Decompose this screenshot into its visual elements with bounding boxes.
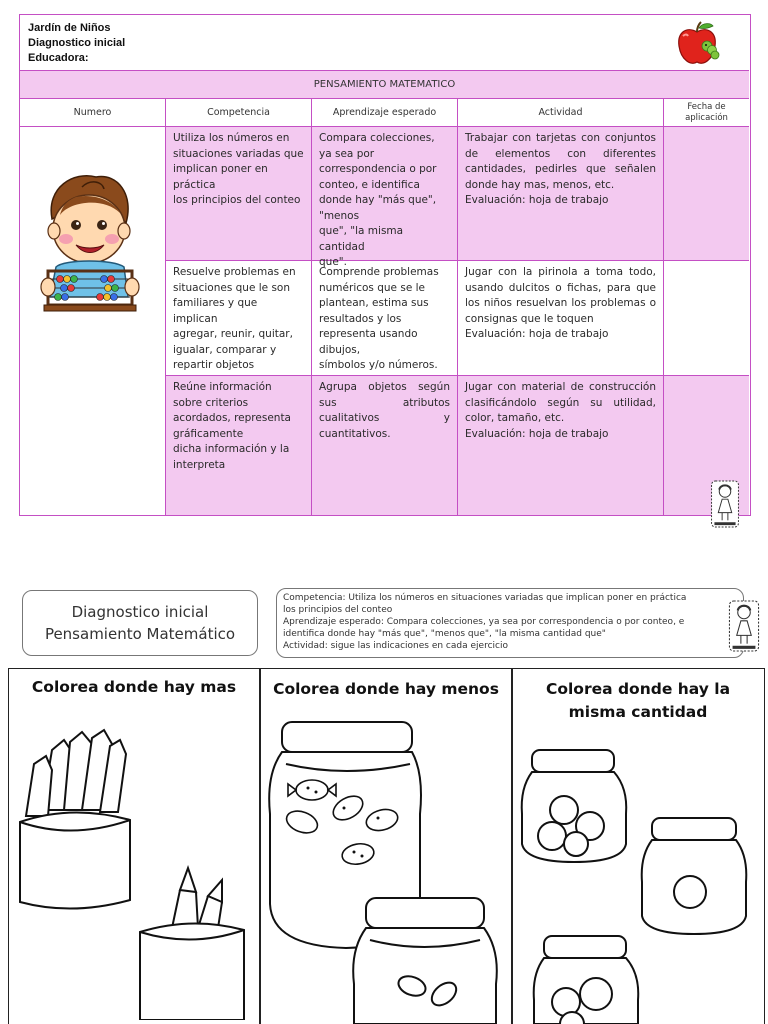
- worksheet-title-box: [22, 590, 258, 656]
- section-banner: PENSAMIENTO MATEMATICO: [20, 71, 749, 99]
- row3-actividad: Jugar con material de construcción clasificándolo según su utilidad, color, tamaño, etc. Evaluación: hoja de trabajo: [458, 376, 664, 515]
- apple-worm-icon: [673, 20, 721, 68]
- sheet-header: [20, 15, 749, 71]
- row1-aprendizaje: Compara colecciones, ya sea por correspondencia o por conteo, e identifica donde hay "más que", "menos que", "la misma cantidad que".: [312, 127, 458, 261]
- info-line: los principios del conteo: [283, 605, 393, 615]
- worksheet-title-line1: Diagnostico inicial: [71, 603, 209, 621]
- girl-doodle-icon: [728, 600, 760, 652]
- exercise-2-title: Colorea donde hay menos: [273, 680, 499, 698]
- candy-jars-illustration[interactable]: [262, 714, 510, 1024]
- row3-fecha[interactable]: [664, 376, 749, 515]
- col-header-competencia: Competencia: [166, 99, 312, 127]
- exercise-1-title: Colorea donde hay mas: [31, 678, 237, 696]
- info-line: Actividad: sigue las indicaciones en cada ejercicio: [283, 641, 508, 651]
- girl-doodle-icon: [710, 480, 740, 528]
- row1-actividad: Trabajar con tarjetas con conjuntos de elementos con diferentes cantidades, pedirles que señalen donde hay mas, menos, etc. Evaluación: hoja de trabajo: [458, 127, 664, 261]
- worksheet-title-line2: Pensamiento Matemático: [44, 625, 236, 643]
- row2-aprendizaje: Comprende problemas numéricos que se le plantean, estima sus resultados y los representa usando dibujos, símbolos y/o números.: [312, 261, 458, 376]
- numero-cell: [20, 127, 166, 515]
- pencil-cups-illustration[interactable]: [12, 720, 256, 1020]
- diagnostic-label: Diagnostico inicial: [28, 37, 126, 49]
- info-line: Aprendizaje esperado: Compara colecciones, ya sea por correspondencia o por conteo, e: [283, 617, 685, 627]
- col-header-fecha: Fecha de aplicación: [664, 99, 749, 127]
- exercise-3-title: Colorea donde hay la misma cantidad: [545, 680, 731, 721]
- school-label: Jardín de Niños: [28, 22, 111, 34]
- row2-fecha[interactable]: [664, 261, 749, 376]
- exercise-divider: [259, 668, 261, 1024]
- row2-actividad: Jugar con la pirinola a toma todo, usando dulcitos o fichas, para que los niños resuelvan los problemas o consignas que le toquen Evaluación: hoja de trabajo: [458, 261, 664, 376]
- row1-fecha[interactable]: [664, 127, 749, 261]
- col-header-numero: Numero: [20, 99, 166, 127]
- row3-aprendizaje: Agrupa objetos según sus atributos cualitativos y cuantitativos.: [312, 376, 458, 515]
- col-header-aprendizaje: Aprendizaje esperado: [312, 99, 458, 127]
- info-line: identifica donde hay "más que", "menos que", "la misma cantidad que": [283, 629, 606, 639]
- info-line: Competencia: Utiliza los números en situaciones variadas que implican poner en práctica: [283, 593, 687, 603]
- child-abacus-illustration: [34, 167, 144, 317]
- teacher-label: Educadora:: [28, 52, 89, 64]
- row1-competencia: Utiliza los números en situaciones variadas que implican poner en práctica los principios del conteo: [166, 127, 312, 261]
- row3-competencia: Reúne información sobre criterios acordados, representa gráficamente dicha información y la interpreta: [166, 376, 312, 515]
- worksheet-info-box: [276, 588, 744, 658]
- ball-jars-illustration[interactable]: [514, 744, 762, 1024]
- col-header-actividad: Actividad: [458, 99, 664, 127]
- row2-competencia: Resuelve problemas en situaciones que le son familiares y que implican agregar, reunir, quitar, igualar, comparar y repartir objetos: [166, 261, 312, 376]
- diagnostic-table-sheet: [19, 14, 751, 516]
